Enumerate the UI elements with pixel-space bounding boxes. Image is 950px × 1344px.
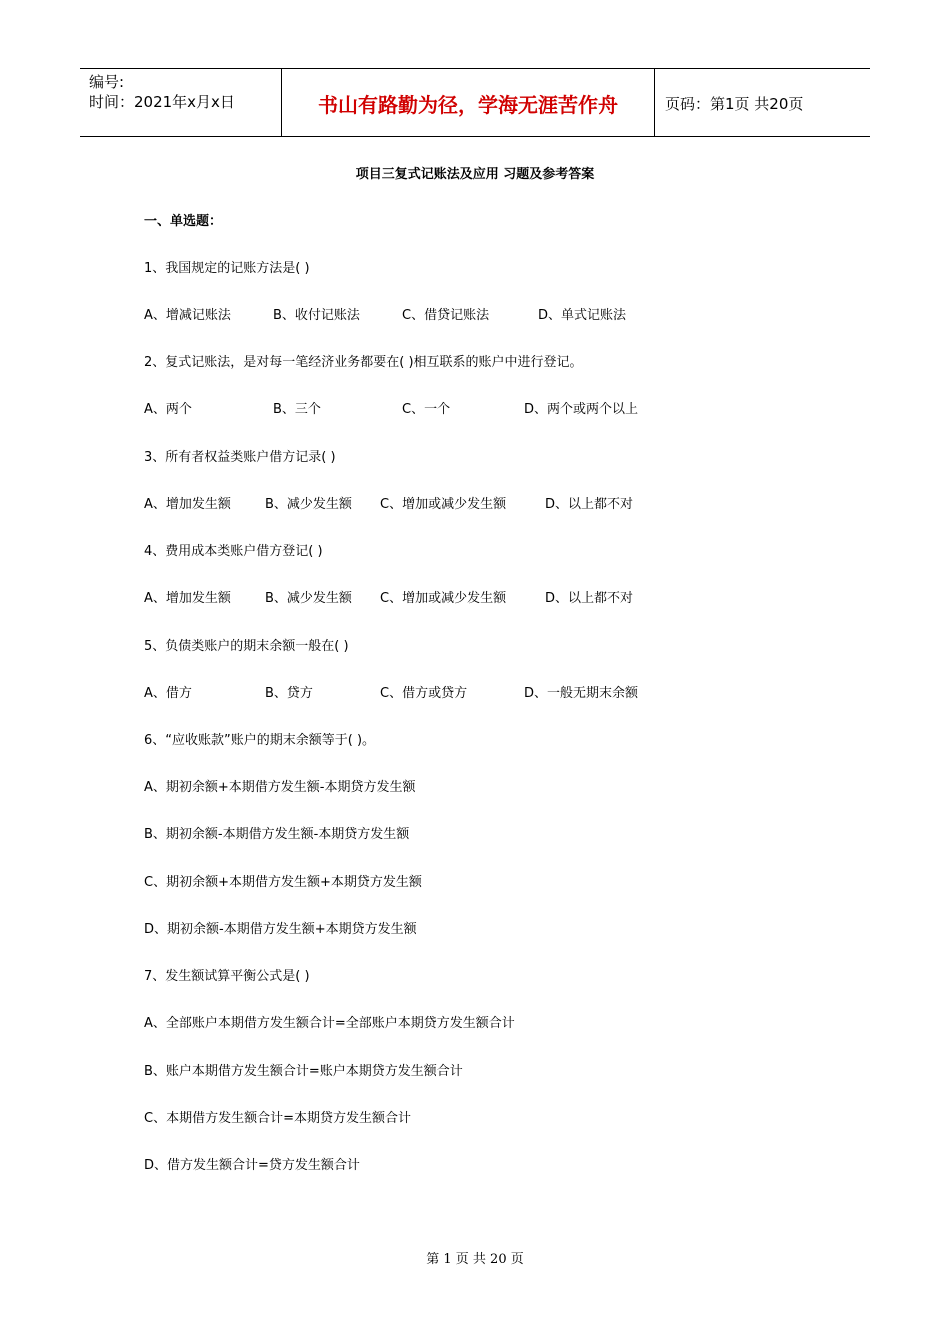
question-option: D、一般无期末余额	[524, 686, 639, 701]
question-stem: 7、发生额试算平衡公式是( )	[144, 969, 310, 984]
question-option: A、增加发生额	[144, 591, 231, 606]
question-option: B、收付记账法	[273, 308, 360, 323]
header-motto-cell	[281, 69, 655, 136]
question-option: A、全部账户本期借方发生额合计=全部账户本期贷方发生额合计	[144, 1016, 515, 1031]
question-option: B、减少发生额	[265, 591, 352, 606]
question-option: B、期初余额-本期借方发生额-本期贷方发生额	[144, 827, 410, 842]
question-option: C、增加或减少发生额	[380, 591, 507, 606]
motto-text: 书山有路勤为径，学海无涯苦作舟	[318, 93, 618, 117]
question-option: C、本期借方发生额合计=本期贷方发生额合计	[144, 1111, 411, 1126]
header-info-cell	[80, 69, 280, 136]
question-option: D、以上都不对	[545, 497, 634, 512]
question-stem: 2、复式记账法，是对每一笔经济业务都要在( )相互联系的账户中进行登记。	[144, 355, 583, 370]
question-stem: 3、所有者权益类账户借方记录( )	[144, 450, 336, 465]
question-stem: 4、费用成本类账户借方登记( )	[144, 544, 323, 559]
question-option: A、两个	[144, 402, 192, 417]
question-option: B、贷方	[265, 686, 313, 701]
question-option: B、减少发生额	[265, 497, 352, 512]
question-stem: 6、“应收账款”账户的期末余额等于( )。	[144, 733, 376, 748]
question-option: B、三个	[273, 402, 321, 417]
question-option: A、借方	[144, 686, 192, 701]
document-title: 项目三复式记账法及应用 习题及参考答案	[355, 167, 595, 182]
question-option: A、增减记账法	[144, 308, 231, 323]
question-option: C、借方或贷方	[380, 686, 468, 701]
date-label: 时间：2021年x月x日	[89, 93, 235, 111]
serial-number-label: 编号:	[89, 73, 125, 91]
section-heading: 一、单选题：	[144, 214, 223, 229]
question-option: C、借贷记账法	[402, 308, 490, 323]
question-option: D、以上都不对	[545, 591, 634, 606]
question-option: B、账户本期借方发生额合计=账户本期贷方发生额合计	[144, 1064, 463, 1079]
question-option: A、期初余额+本期借方发生额-本期贷方发生额	[144, 780, 416, 795]
question-option: D、期初余额-本期借方发生额+本期贷方发生额	[144, 922, 417, 937]
question-option: C、增加或减少发生额	[380, 497, 507, 512]
page-header	[80, 68, 870, 137]
question-option: D、单式记账法	[538, 308, 627, 323]
question-stem: 1、我国规定的记账方法是( )	[144, 261, 310, 276]
header-page-cell	[655, 69, 870, 136]
question-option: D、两个或两个以上	[524, 402, 639, 417]
page-info: 页码：第1页 共20页	[665, 95, 804, 113]
question-option: A、增加发生额	[144, 497, 231, 512]
question-option: C、一个	[402, 402, 451, 417]
page-footer: 第 1 页 共 20 页	[426, 1252, 524, 1267]
question-option: C、期初余额+本期借方发生额+本期贷方发生额	[144, 875, 422, 890]
question-option: D、借方发生额合计=贷方发生额合计	[144, 1158, 360, 1173]
question-stem: 5、负债类账户的期末余额一般在( )	[144, 639, 349, 654]
